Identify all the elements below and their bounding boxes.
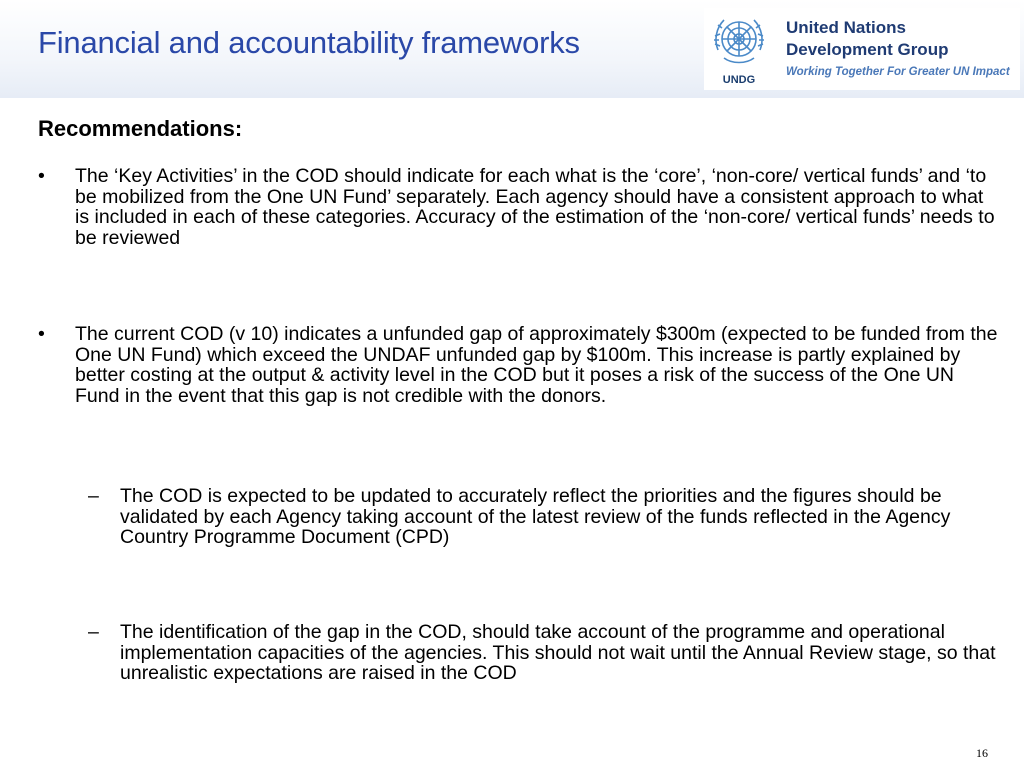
un-emblem-icon	[708, 10, 770, 72]
recommendations-heading: Recommendations:	[38, 116, 243, 141]
org-name-line1: United Nations	[786, 18, 906, 37]
undg-short-name: UNDG	[722, 74, 756, 86]
slide-header	[0, 0, 1024, 98]
dash-marker: –	[88, 621, 99, 643]
bullet-item	[38, 324, 998, 406]
bullet-marker: •	[38, 323, 45, 345]
bullet-text: The ‘Key Activities’ in the COD should indicate for each what is the ‘core’, ‘non-core/ vertical funds’ and ‘to be mobilized from the One UN Fund’ separately. Each agency should have a consistent approach to what is included in each of these categories. Accuracy of the estimation of the ‘non-core/ vertical funds’ needs to be reviewed	[75, 165, 995, 249]
bullet-marker: •	[38, 165, 45, 187]
sub-bullet-item	[88, 622, 1000, 684]
page-number: 16	[976, 746, 988, 760]
dash-marker: –	[88, 485, 99, 507]
bullet-item	[38, 166, 998, 248]
slide-title: Financial and accountability frameworks	[38, 25, 580, 60]
sub-bullet-text: The identification of the gap in the COD, should take account of the programme and operational implementation capacities of the agencies. This should not wait until the Annual Review stage, so that unrealistic expectations are raised in the COD	[120, 621, 996, 684]
org-name-line2: Development Group	[786, 40, 949, 59]
undg-logo	[704, 8, 1020, 90]
sub-bullet-item	[88, 486, 1000, 548]
bullet-text: The current COD (v 10) indicates a unfunded gap of approximately $300m (expected to be funded from the One UN Fund) which exceed the UNDAF unfunded gap by $100m. This increase is partly explained by better costing at the output & activity level in the COD but it poses a risk of the success of the One UN Fund in the event that this gap is not credible with the donors.	[75, 323, 998, 407]
sub-bullet-text: The COD is expected to be updated to accurately reflect the priorities and the figures should be validated by each Agency taking account of the latest review of the funds reflected in the Agency Country Programme Document (CPD)	[120, 485, 951, 548]
org-tagline: Working Together For Greater UN Impact	[786, 66, 1010, 78]
